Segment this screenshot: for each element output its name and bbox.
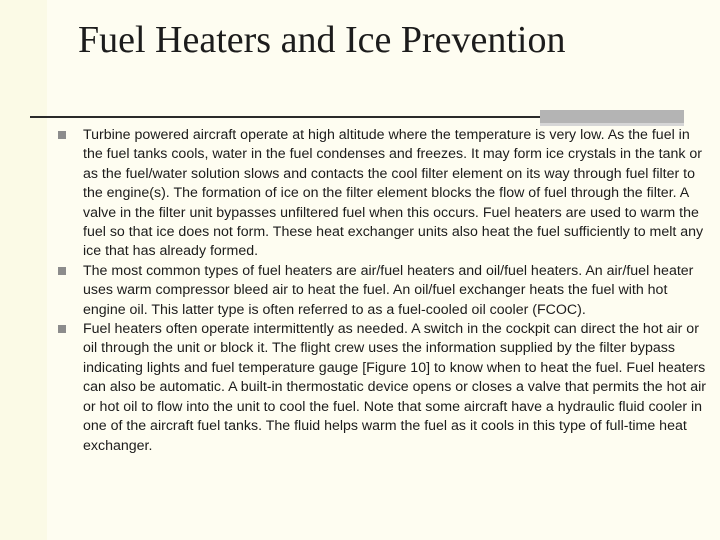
slide-left-margin [0, 0, 47, 540]
bullet-text: Turbine powered aircraft operate at high altitude where the temperature is very low. As the fuel in the fuel tanks cools, water in the fuel condenses and freezes. It may form ice crystals in the tank or as the fuel/water solution slows and contacts the cool filter element on its way through fuel filter to the engine(s). The formation of ice on the filter element blocks the flow of fuel through the filter. A valve in the filter unit bypasses unfiltered fuel when this occurs. Fuel heaters are used to warm the fuel so that ice does not form. These heat exchanger units also heat the fuel sufficiently to melt any ice that has already formed. [83, 127, 704, 260]
title-underline [30, 116, 576, 118]
bullet-list [58, 126, 708, 456]
bullet-item [58, 126, 708, 262]
bullet-item [58, 320, 708, 456]
square-bullet-icon [58, 325, 66, 333]
slide-title: Fuel Heaters and Ice Prevention [78, 19, 566, 61]
bullet-text: The most common types of fuel heaters are air/fuel heaters and oil/fuel heaters. An air/fuel heater uses warm compressor bleed air to heat the fuel. An oil/fuel exchanger heats the fuel with hot engine oil. This latter type is often referred to as a fuel-cooled oil cooler (FCOC). [83, 262, 694, 318]
square-bullet-icon [58, 267, 66, 275]
bullet-item [58, 262, 708, 320]
bullet-text: Fuel heaters often operate intermittently as needed. A switch in the cockpit can direct the hot air or oil through the unit or block it. The flight crew uses the information supplied by the filter bypass indicating lights and fuel temperature gauge [Figure 10] to know when to heat the fuel. Fuel heaters can also be automatic. A built-in thermostatic device opens or closes a valve that permits the hot air or hot oil to flow into the unit to cool the fuel. Note that some aircraft have a hydraulic fluid cooler in one of the aircraft fuel tanks. The fluid helps warm the fuel as it cools in this type of full-time heat exchanger. [83, 321, 706, 454]
square-bullet-icon [58, 131, 66, 139]
title-accent-bar [540, 110, 684, 124]
